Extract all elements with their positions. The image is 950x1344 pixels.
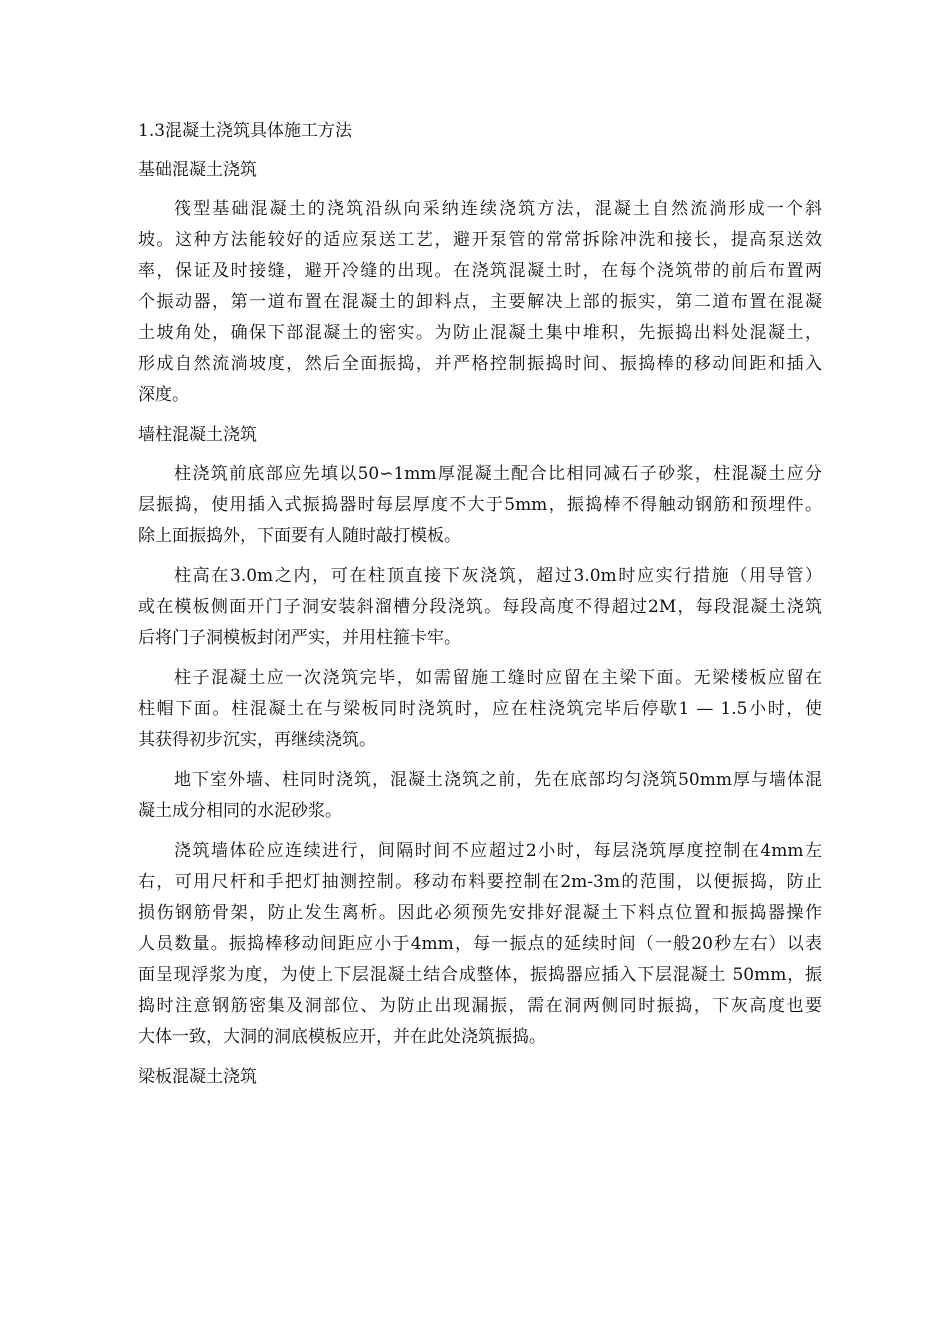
- paragraph-line: 柱子混凝土应一次浇筑完毕，如需留施工缝时应留在主梁下面。无梁楼板应留在: [174, 668, 822, 688]
- paragraph-line: 后将门子洞模板封闭严实，并用柱箍卡牢。: [138, 628, 461, 648]
- paragraph-line: 浇筑墙体砼应连续进行，间隔时间不应超过2小时，每层浇筑厚度控制在4mm左: [174, 841, 822, 861]
- document-body: [138, 116, 822, 1101]
- paragraph-line: 大体一致，大洞的洞底模板应开，并在此处浇筑振捣。: [138, 1027, 546, 1047]
- section-heading: 梁板混凝土浇筑: [138, 1067, 257, 1087]
- paragraph-line: 损伤钢筋骨架，防止发生离析。因此必须预先安排好混凝土下料点位置和振捣器操作: [138, 903, 822, 923]
- paragraph: [138, 765, 822, 827]
- paragraph-line: 人员数量。振捣棒移动间距应小于4mm，每一振点的延续时间（一般20秒左右）以表: [138, 934, 822, 954]
- paragraph: [138, 194, 822, 411]
- paragraph-line: 面呈现浮浆为度，为使上下层混凝土结合成整体，振捣器应插入下层混凝土 50mm，振: [138, 965, 822, 985]
- paragraph-line: 个振动器，第一道布置在混凝土的卸料点，主要解决上部的振实，第二道布置在混凝: [138, 292, 822, 312]
- paragraph-line: 捣时注意钢筋密集及洞部位、为防止出现漏振，需在洞两侧同时振捣，下灰高度也要: [138, 996, 822, 1016]
- section-title: 1.3混凝土浇筑具体施工方法: [138, 121, 353, 141]
- paragraph-line: 深度。: [138, 385, 189, 405]
- content-blocks: [138, 155, 822, 1093]
- section-heading: 基础混凝土浇筑: [138, 160, 257, 180]
- paragraph-line: 右，可用尺杆和手把灯抽测控制。移动布料要控制在2m-3m的范围，以便振捣，防止: [138, 872, 822, 892]
- paragraph-line: 其获得初步沉实，再继续浇筑。: [138, 730, 376, 750]
- paragraph-line: 除上面振捣外，下面要有人随时敲打模板。: [138, 526, 461, 546]
- paragraph: [138, 836, 822, 1053]
- paragraph-line: 层振捣，使用插入式振捣器时每层厚度不大于5mm，振捣棒不得触动钢筋和预埋件。: [138, 495, 822, 515]
- paragraph: [138, 561, 822, 654]
- paragraph-line: 柱帽下面。柱混凝土在与梁板同时浇筑时，应在柱浇筑完毕后停歇1 — 1.5小时，使: [138, 699, 822, 719]
- paragraph-line: 柱高在3.0m之内，可在柱顶直接下灰浇筑，超过3.0m时应实行措施（用导管）: [174, 566, 822, 586]
- paragraph-line: 率，保证及时接缝，避开冷缝的出现。在浇筑混凝土时，在每个浇筑带的前后布置两: [138, 261, 822, 281]
- paragraph: [138, 663, 822, 756]
- paragraph: [138, 459, 822, 552]
- paragraph-line: 形成自然流淌坡度，然后全面振捣，并严格控制振捣时间、振捣棒的移动间距和插入: [138, 354, 822, 374]
- paragraph-line: 筏型基础混凝土的浇筑沿纵向采纳连续浇筑方法，混凝土自然流淌形成一个斜: [174, 199, 822, 219]
- section-heading: 墙柱混凝土浇筑: [138, 425, 257, 445]
- paragraph-line: 地下室外墙、柱同时浇筑，混凝土浇筑之前，先在底部均匀浇筑50mm厚与墙体混: [174, 770, 822, 790]
- paragraph-line: 凝土成分相同的水泥砂浆。: [138, 801, 342, 821]
- paragraph-line: 坡。这种方法能较好的适应泵送工艺，避开泵管的常常拆除冲洗和接长，提高泵送效: [138, 230, 822, 250]
- paragraph-line: 土坡角处，确保下部混凝土的密实。为防止混凝土集中堆积，先振捣出料处混凝土，: [138, 323, 822, 343]
- paragraph-line: 或在模板侧面开门子洞安装斜溜槽分段浇筑。每段高度不得超过2M，每段混凝土浇筑: [138, 597, 822, 617]
- paragraph-line: 柱浇筑前底部应先填以50∽1mm厚混凝土配合比相同减石子砂浆，柱混凝土应分: [174, 464, 822, 484]
